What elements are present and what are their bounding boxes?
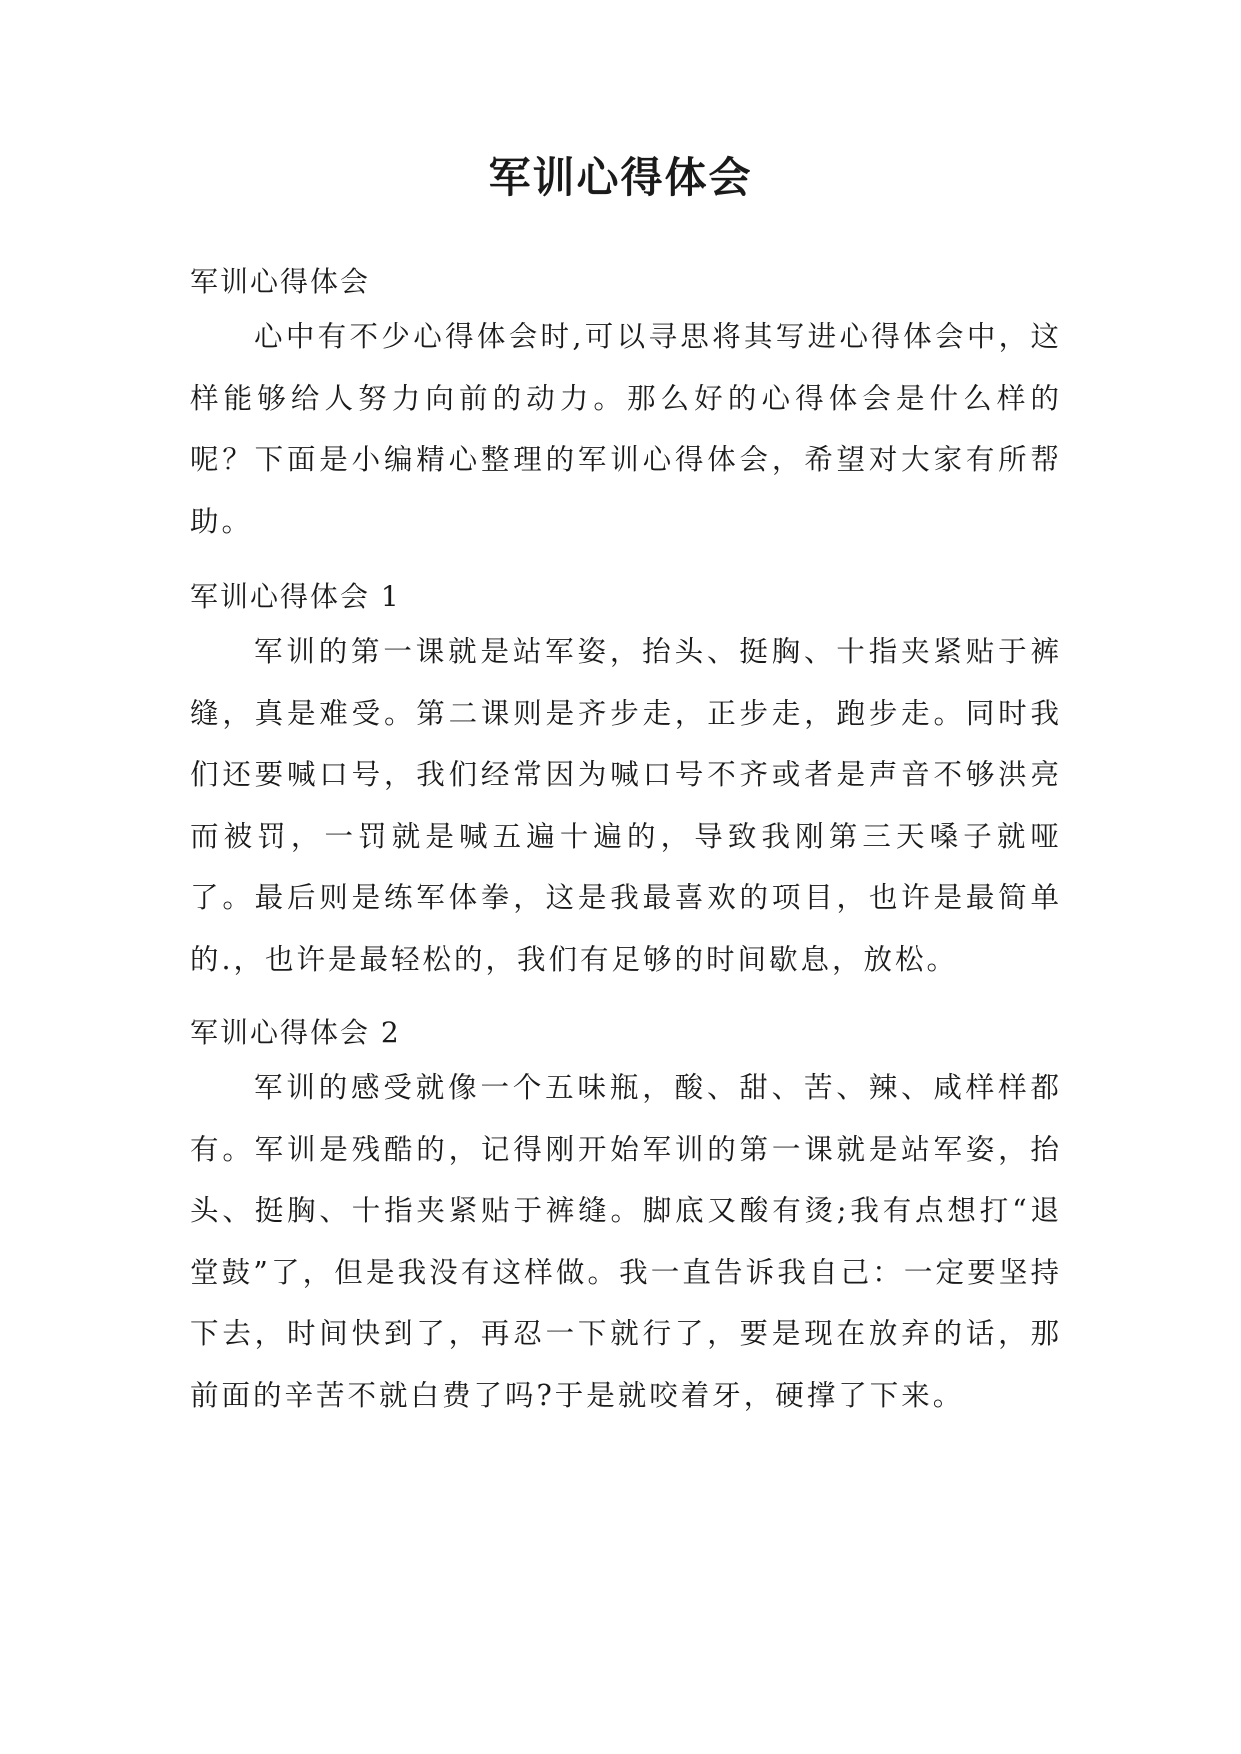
intro-heading: 军训心得体会 bbox=[190, 265, 371, 298]
section-2-paragraph: 军训的感受就像一个五味瓶，酸、甜、苦、辣、咸样样都有。军训是残酷的，记得刚开始军训的第一课就是站军姿，抬头、挺胸、十指夹紧贴于裤缝。脚底又酸有烫;我有点想打“退堂鼓”了，但是我没有这样做。我一直告诉我自己：一定要坚持下去，时间快到了，再忍一下就行了，要是现在放弃的话，那前面的辛苦不就白费了吗?于是就咬着牙，硬撑了下来。 bbox=[190, 1071, 1062, 1412]
section-1-heading: 军训心得体会 1 bbox=[190, 580, 401, 613]
document-title: 军训心得体会 bbox=[488, 153, 753, 202]
intro-paragraph: 心中有不少心得体会时,可以寻思将其写进心得体会中，这样能够给人努力向前的动力。那么好的心得体会是什么样的呢？下面是小编精心整理的军训心得体会，希望对大家有所帮助。 bbox=[190, 320, 1062, 538]
section-2-heading: 军训心得体会 2 bbox=[190, 1016, 401, 1049]
section-1-paragraph: 军训的第一课就是站军姿，抬头、挺胸、十指夹紧贴于裤缝，真是难受。第二课则是齐步走，正步走，跑步走。同时我们还要喊口号，我们经常因为喊口号不齐或者是声音不够洪亮而被罚，一罚就是喊五遍十遍的，导致我刚第三天嗓子就哑了。最后则是练军体拳，这是我最喜欢的项目，也许是最简单的.，也许是最轻松的，我们有足够的时间歇息，放松。 bbox=[190, 635, 1062, 976]
